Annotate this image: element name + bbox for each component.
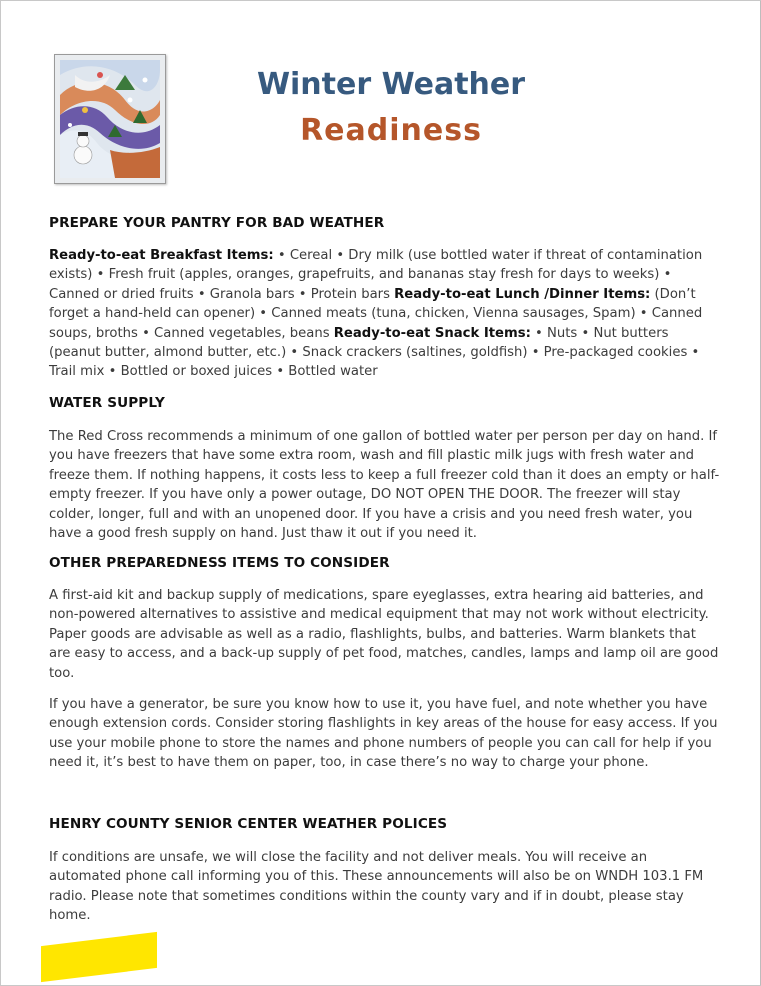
lunch-label: Ready-to-eat Lunch /Dinner Items: xyxy=(394,286,651,302)
other-paragraph-1: A first-aid kit and backup supply of medications, spare eyeglasses, extra hearing aid batteries, and non-powered alternatives to assistive and medical equipment that may not work without electricity. Paper goods are advisable as well as a radio, flashlights, bulbs, and batteries. Warm blankets that are easy to access, and a back-up supply of pet food, matches, candles, lamps and lamp oil are good too. xyxy=(49,588,719,681)
pantry-paragraph xyxy=(49,246,721,382)
center-paragraph: If conditions are unsafe, we will close the facility and not deliver meals. You will receive an automated phone call informing you of this. These announcements will also be on WNDH 103.1 FM radio. Please note that sometimes conditions within the county vary and if in doubt, please stay home. xyxy=(49,850,704,924)
document-title-line1: Winter Weather xyxy=(256,67,526,102)
document-title-line2: Readiness xyxy=(300,113,482,148)
breakfast-label: Ready-to-eat Breakfast Items: xyxy=(49,248,274,263)
other-paragraph-2: If you have a generator, be sure you know how to use it, you have fuel, and note whether you have enough extension cords. Consider storing flashlights in key areas of the house for easy access. If you use your mobile phone to store the names and phone numbers of people you can call for help if you need it, it’s best to have them on paper, too, in case there’s no way to charge your phone. xyxy=(49,697,718,771)
lunch-text: (Don’t forget a hand-held can opener) • Canned meats (tuna, chicken, Vienna sausages, Spam) • Canned soups, broths • Canned vegetables, beans xyxy=(49,286,703,341)
water-heading: WATER SUPPLY xyxy=(49,395,165,411)
water-paragraph: The Red Cross recommends a minimum of one gallon of bottled water per person per day on hand. If you have freezers that have some extra room, wash and fill plastic milk jugs with fresh water and freeze them. If nothing happens, it costs less to keep a full freezer cold than it does an empty or half-empty freezer. If you have only a power outage, DO NOT OPEN THE DOOR. The freezer will stay colder, longer, full and with an unopened door. If you have a crisis and you need fresh water, you have a good fresh supply on hand. Just thaw it out if you need it. xyxy=(49,429,720,542)
pantry-heading: PREPARE YOUR PANTRY FOR BAD WEATHER xyxy=(49,215,385,231)
snack-text: • Nuts • Nut butters (peanut butter, almond butter, etc.) • Snack crackers (saltines, goldfish) • Pre-packaged cookies • Trail mix • Bottled or boxed juices • Bottled water xyxy=(49,325,700,380)
breakfast-text: • Cereal • Dry milk (use bottled water if threat of contamination exists) • Fresh fruit (apples, oranges, grapefruits, and bananas stay fresh for days to weeks) • Canned or dried fruits • Granola bars • Protein bars xyxy=(49,248,703,302)
center-heading: HENRY COUNTY SENIOR CENTER WEATHER POLICES xyxy=(49,816,448,832)
yellow-highlight-mark xyxy=(41,932,157,982)
snack-label: Ready-to-eat Snack Items: xyxy=(333,325,531,341)
other-heading: OTHER PREPAREDNESS ITEMS TO CONSIDER xyxy=(49,555,390,571)
winter-clipart-image xyxy=(54,54,166,184)
